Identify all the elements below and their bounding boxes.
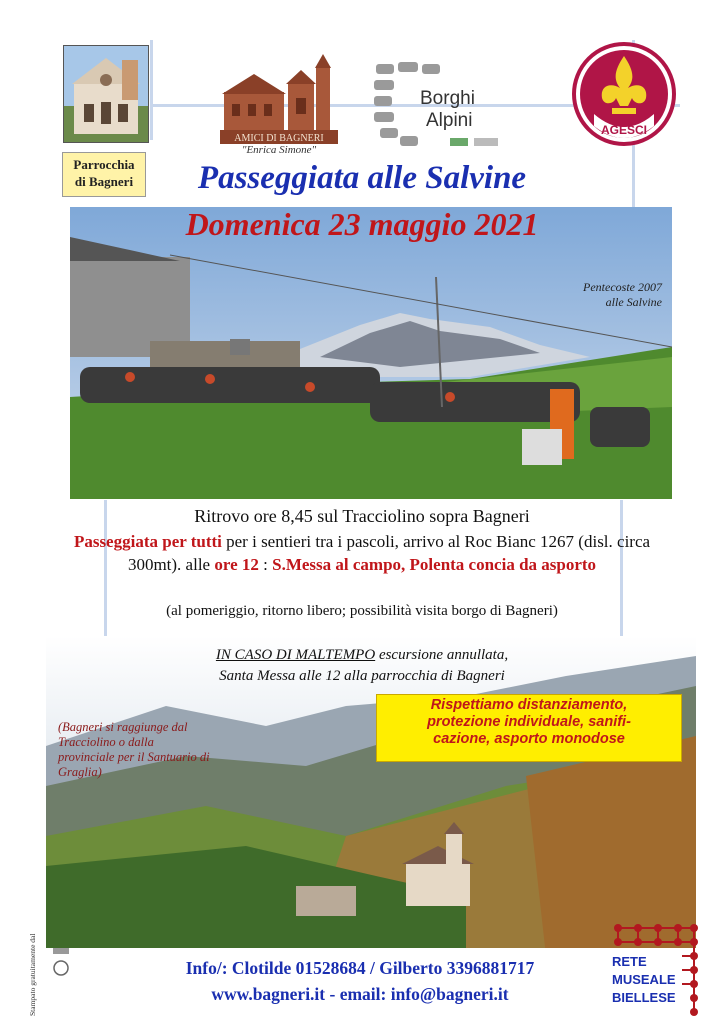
program-mass: S.Messa al campo, Polenta concia da asporto — [272, 555, 597, 574]
contact-phones: Info/: Clotilde 01528684 / Gilberto 3396881717 — [185, 958, 535, 978]
meeting-point: Ritrovo ore 8,45 sul Tracciolino sopra Bagneri — [194, 506, 530, 526]
rete-museale-biellese-logo — [608, 922, 704, 1018]
bad-weather-line — [60, 645, 664, 666]
borghi-logo-text: Borghi — [420, 88, 475, 109]
covid-line: Rispettiamo distanziamento, — [430, 697, 628, 713]
covid-notice — [376, 694, 682, 762]
directions-note: (Bagneri si raggiunge dal Tracciolino o dalla provinciale per il Santuario di Graglia) — [58, 720, 210, 779]
bad-weather-notice — [60, 645, 664, 687]
rete-logo-text: BIELLESE — [612, 990, 676, 1005]
parish-label-line: Parrocchia — [73, 157, 135, 172]
program-paragraph — [60, 530, 664, 576]
event-photo — [70, 207, 672, 499]
printer-logo — [50, 944, 72, 988]
amici-logo-subtitle: "Enrica Simone" — [241, 144, 317, 156]
parish-label-line: di Bagneri — [74, 174, 134, 189]
contact-web-email: www.bagneri.it - email: info@bagneri.it — [211, 984, 509, 1004]
church-photo — [63, 45, 149, 143]
program-text: per i sentieri tra i pascoli, arrivo al Roc Bianc 1267 (disl. circa 300mt). alle — [127, 532, 651, 574]
borghi-alpini-logo — [372, 60, 504, 152]
bad-weather-text: escursione annullata, — [375, 647, 509, 663]
bad-weather-heading: IN CASO DI MALTEMPO — [215, 647, 376, 663]
program-separator: : — [258, 555, 273, 574]
photo-caption-line: Pentecoste 2007 — [583, 280, 662, 294]
bad-weather-mass: Santa Messa alle 12 alla parrocchia di Bagneri — [219, 668, 505, 684]
photo-caption — [583, 280, 662, 310]
frame-line — [150, 40, 153, 140]
agesci-logo — [572, 42, 676, 152]
printed-by-text: Stampato gratuitamente dal — [28, 933, 37, 1016]
program-highlight: Passeggiata per tutti — [73, 532, 222, 551]
covid-line: protezione individuale, sanifi- — [427, 714, 631, 730]
event-title: Passeggiata alle Salvine — [197, 160, 527, 196]
agesci-logo-text: AGESCI — [600, 123, 648, 137]
amici-logo-text: AMICI DI BAGNERI — [234, 133, 324, 144]
rete-logo-text: RETE — [612, 954, 647, 969]
event-date: Domenica 23 maggio 2021 — [185, 206, 539, 242]
rete-logo-text: MUSEALE — [612, 972, 676, 987]
photo-caption-line: alle Salvine — [605, 295, 662, 309]
borghi-logo-text: Alpini — [426, 110, 473, 131]
afternoon-note: (al pomeriggio, ritorno libero; possibilità visita borgo di Bagneri) — [166, 603, 558, 619]
program-time: ore 12 — [214, 555, 259, 574]
covid-line: cazione, asporto monodose — [433, 731, 625, 747]
printed-by-note — [24, 898, 40, 1018]
